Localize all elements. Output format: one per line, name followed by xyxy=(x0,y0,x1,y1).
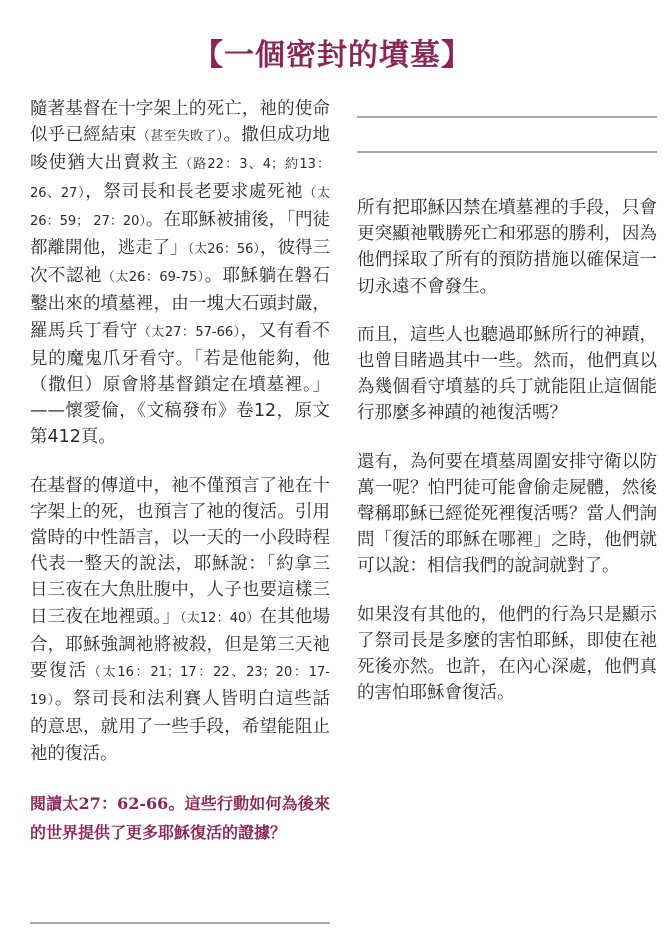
scripture-reference: （路22：3、4；約13：26、27） xyxy=(30,157,331,201)
scripture-reference: （太26：56） xyxy=(187,242,260,258)
text-run: ，又有看不見的魔鬼爪牙看守。「若是他能夠，他（撒但）原會將基督鎖定在墳墓裡。」——懷愛倫，《文稿發布》卷12，原文第412頁。 xyxy=(30,320,331,448)
left-column xyxy=(30,96,330,869)
paragraph-3: 所有把耶穌囚禁在墳墓裡的手段，只會更突顯祂戰勝死亡和邪惡的勝利，因為他們採取了所有的預防措施以確保這一切永遠不會發生。 xyxy=(357,198,657,297)
answer-lines xyxy=(357,116,657,153)
scripture-reference: （太26：69-75） xyxy=(101,270,205,286)
text-run: 隨著基督在十字架上的死亡，祂的使命似乎已經結束 xyxy=(30,99,330,146)
page-title: 【一個密封的墳墓】 xyxy=(193,38,472,73)
paragraph-4: 而且，這些人也聽過耶穌所行的神蹟，也曾目睹過其中一些。然而，他們真以為幾個看守墳墓的兵丁就能阻止這個能行那麼多神蹟的祂復活嗎？ xyxy=(357,324,657,424)
paragraph-6: 如果沒有其他的，他們的行為只是顯示了祭司長是多麼的害怕耶穌，即使在祂死後亦然。也許，在內心深處，他們真的害怕耶穌會復活。 xyxy=(357,604,657,704)
text-run: 在基督的傳道中，祂不僅預言了祂在十字架上的死，也預言了祂的復活。引用當時的中性語言，以一天的一小段時程代表一整天的說法，耶穌說：「約拿三日三夜在大魚肚腹中，人子也要這樣三日三夜在地裡頭。」 xyxy=(30,475,330,627)
answer-line-2 xyxy=(357,151,657,153)
scripture-reference: （甚至失敗了） xyxy=(136,129,224,145)
paragraph-1 xyxy=(30,96,330,451)
text-run: 。祭司長和法利賽人皆明白這些話的意思，就用了一些手段，希望能阻止祂的復活。 xyxy=(30,689,331,764)
paragraph-2 xyxy=(30,473,330,767)
answer-line-1 xyxy=(357,116,657,118)
scripture-reference: （太27：57-66） xyxy=(137,324,241,340)
paragraph-5: 還有，為何要在墳墓周圍安排守衛以防萬一呢？怕門徒可能會偷走屍體，然後聲稱耶穌已經從死裡復活嗎？當人們詢問「復活的耶穌在哪裡」之時，他們就可以說：相信我們的說詞就對了。 xyxy=(357,451,657,577)
divider-bottom-left xyxy=(30,922,330,924)
text-run: ，彼得三次不認祂 xyxy=(30,238,331,287)
right-column xyxy=(357,96,657,728)
text-run: 在其他場合，耶穌強調祂將被殺，但是第三天祂要復活 xyxy=(30,606,331,682)
text-run: 。在耶穌被捕後，「門徒都離開他，逃走了」 xyxy=(30,209,330,259)
text-run: 。撒但成功地唆使猶大出賣救主 xyxy=(30,125,330,174)
reading-question: 閱讀太27：62-66。這些行動如何為後來的世界提供了更多耶穌復活的證據？ xyxy=(30,793,330,842)
scripture-reference: （太26：59； 27：20） xyxy=(30,185,330,229)
text-run: ，祭司長和長老要求處死祂 xyxy=(85,181,304,202)
scripture-reference: （太16：21；17：22、23；20：17-19） xyxy=(30,665,330,709)
text-run: 。耶穌躺在磐石鑿出來的墳墓裡，由一塊大石頭封嚴，羅馬兵丁看守 xyxy=(30,266,331,341)
scripture-reference: （太12：40） xyxy=(180,610,260,626)
